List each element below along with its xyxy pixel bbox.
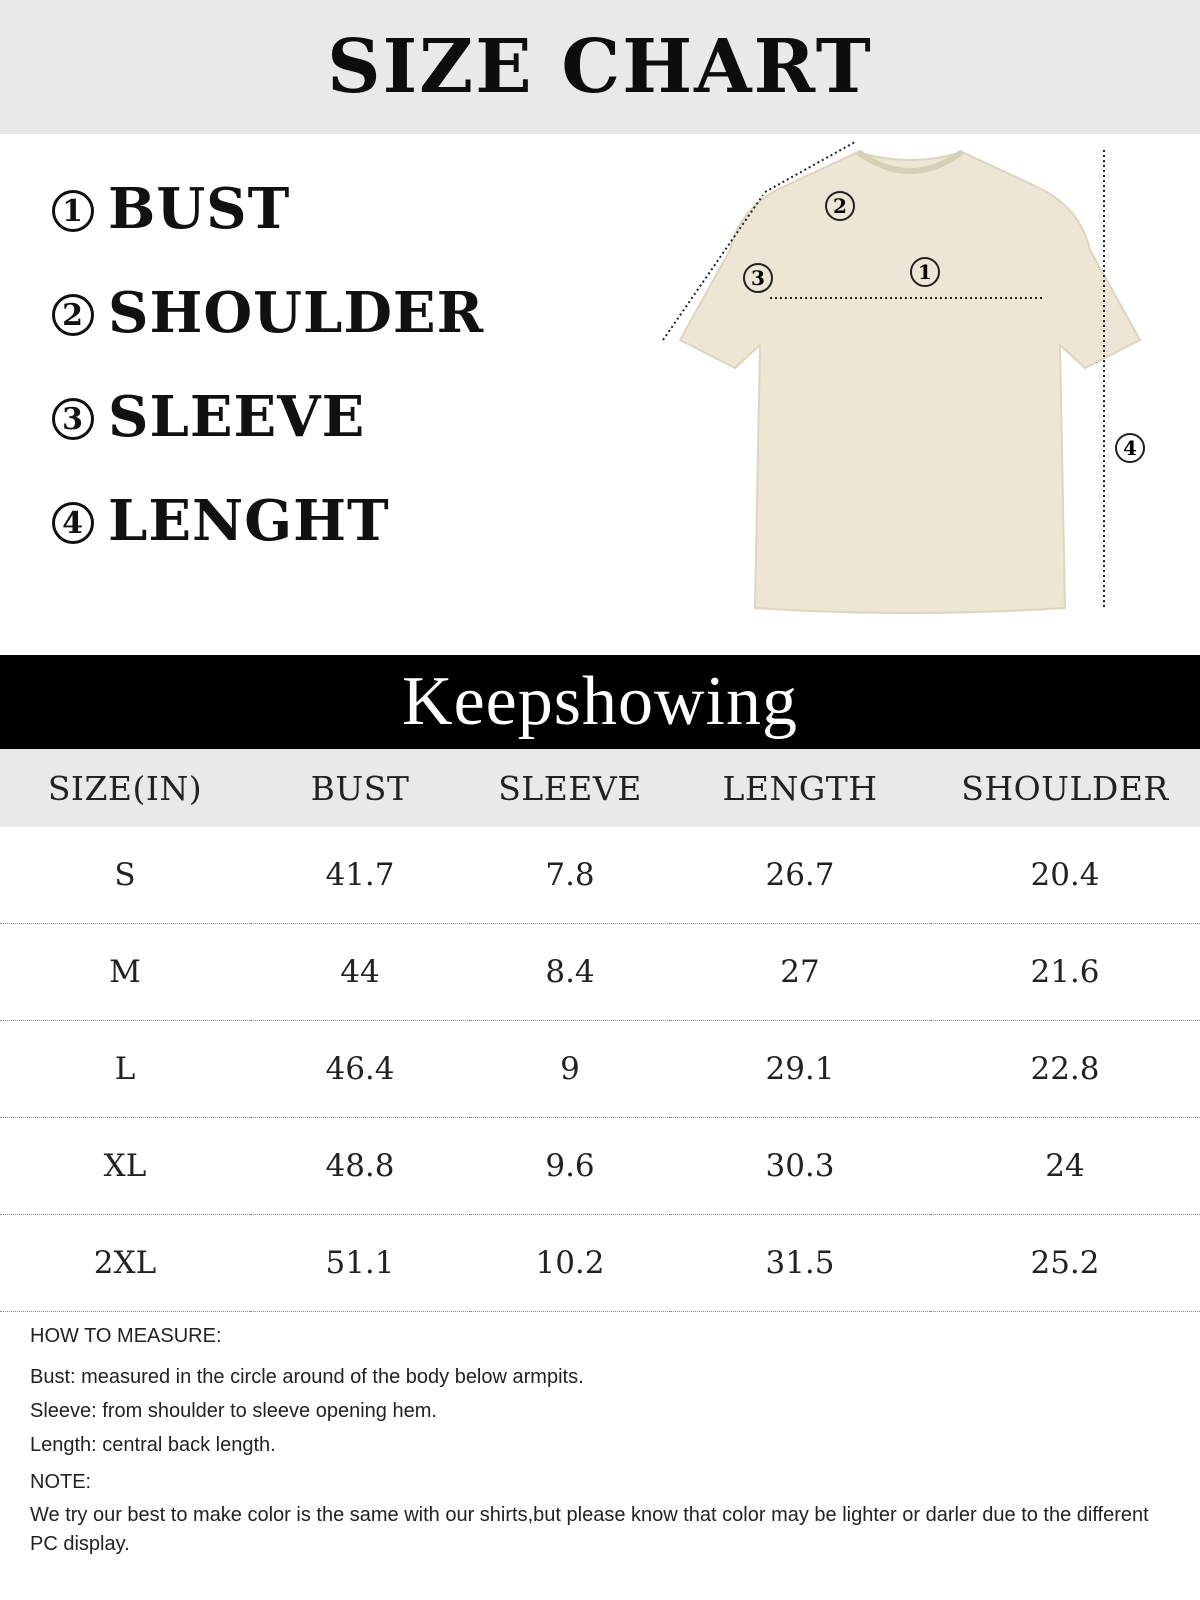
page-title: SIZE CHART bbox=[327, 24, 873, 110]
table-row bbox=[0, 827, 1200, 924]
table-row bbox=[0, 924, 1200, 1021]
legend-item-sleeve bbox=[52, 384, 484, 488]
cell-sleeve: 10.2 bbox=[470, 1215, 670, 1312]
legend-number: 3 bbox=[52, 398, 94, 440]
cell-bust: 44 bbox=[250, 924, 470, 1021]
length-note-label: Length: bbox=[30, 1434, 97, 1456]
note-text: We try our best to make color is the same with our shirts,but please know that color may be lighter or darler due to the different PC display. bbox=[30, 1504, 1149, 1555]
cell-bust: 41.7 bbox=[250, 827, 470, 924]
cell-sleeve: 7.8 bbox=[470, 827, 670, 924]
header-length: LENGTH bbox=[670, 749, 930, 827]
cell-size: XL bbox=[0, 1118, 250, 1215]
cell-shoulder: 25.2 bbox=[930, 1215, 1200, 1312]
legend-label: BUST bbox=[108, 176, 291, 242]
measure-notes bbox=[30, 1322, 1170, 1559]
cell-sleeve: 8.4 bbox=[470, 924, 670, 1021]
bust-note-text: measured in the circle around of the body below armpits. bbox=[75, 1366, 584, 1388]
marker-4 bbox=[1116, 434, 1144, 462]
legend-label: SHOULDER bbox=[108, 280, 485, 346]
cell-size: S bbox=[0, 827, 250, 924]
sleeve-note-label: Sleeve: bbox=[30, 1400, 97, 1422]
legend-item-bust bbox=[52, 176, 484, 280]
legend-number: 2 bbox=[52, 294, 94, 336]
bust-note-label: Bust: bbox=[30, 1366, 76, 1388]
cell-length: 26.7 bbox=[670, 827, 930, 924]
cell-size: M bbox=[0, 924, 250, 1021]
cell-length: 27 bbox=[670, 924, 930, 1021]
note-heading: NOTE: bbox=[30, 1471, 92, 1493]
cell-shoulder: 22.8 bbox=[930, 1021, 1200, 1118]
svg-text:3: 3 bbox=[751, 266, 765, 290]
table-row bbox=[0, 1215, 1200, 1312]
cell-shoulder: 21.6 bbox=[930, 924, 1200, 1021]
cell-bust: 46.4 bbox=[250, 1021, 470, 1118]
legend-label: SLEEVE bbox=[108, 384, 366, 450]
cell-size: L bbox=[0, 1021, 250, 1118]
brand-band bbox=[0, 655, 1200, 749]
cell-bust: 48.8 bbox=[250, 1118, 470, 1215]
length-note bbox=[30, 1431, 1170, 1460]
legend-item-length bbox=[52, 488, 484, 592]
size-table bbox=[0, 749, 1200, 1312]
table-row bbox=[0, 1118, 1200, 1215]
table-row bbox=[0, 1021, 1200, 1118]
cell-length: 30.3 bbox=[670, 1118, 930, 1215]
svg-text:2: 2 bbox=[833, 194, 847, 218]
length-note-text: central back length. bbox=[96, 1434, 276, 1456]
legend-label: LENGHT bbox=[108, 488, 390, 554]
tshirt-diagram bbox=[660, 140, 1170, 630]
header-shoulder: SHOULDER bbox=[930, 749, 1200, 827]
svg-text:4: 4 bbox=[1123, 436, 1137, 460]
cell-bust: 51.1 bbox=[250, 1215, 470, 1312]
header-bust: BUST bbox=[250, 749, 470, 827]
legend-number: 4 bbox=[52, 502, 94, 544]
measurement-legend bbox=[52, 176, 484, 592]
legend-item-shoulder bbox=[52, 280, 484, 384]
cell-shoulder: 24 bbox=[930, 1118, 1200, 1215]
sleeve-note bbox=[30, 1397, 1170, 1426]
cell-shoulder: 20.4 bbox=[930, 827, 1200, 924]
sleeve-note-text: from shoulder to sleeve opening hem. bbox=[96, 1400, 437, 1422]
legend-number: 1 bbox=[52, 190, 94, 232]
how-to-measure-heading: HOW TO MEASURE: bbox=[30, 1325, 222, 1347]
cell-sleeve: 9 bbox=[470, 1021, 670, 1118]
title-band bbox=[0, 0, 1200, 134]
svg-text:1: 1 bbox=[918, 260, 932, 284]
cell-length: 29.1 bbox=[670, 1021, 930, 1118]
brand-name: Keepshowing bbox=[402, 663, 798, 740]
header-size: SIZE(IN) bbox=[0, 749, 250, 827]
table-header-row bbox=[0, 749, 1200, 827]
cell-size: 2XL bbox=[0, 1215, 250, 1312]
cell-sleeve: 9.6 bbox=[470, 1118, 670, 1215]
header-sleeve: SLEEVE bbox=[470, 749, 670, 827]
cell-length: 31.5 bbox=[670, 1215, 930, 1312]
bust-note bbox=[30, 1363, 1170, 1392]
tshirt-shape bbox=[680, 152, 1140, 613]
